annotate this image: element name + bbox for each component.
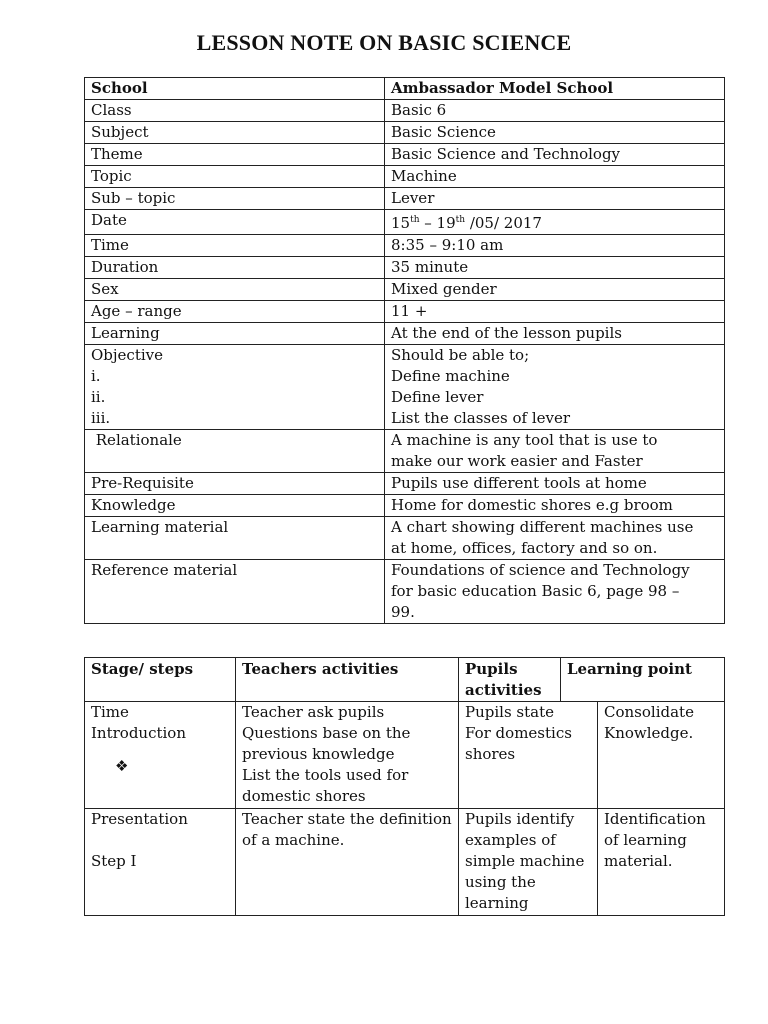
info-label: Sub – topic [85,188,385,210]
info-value: Ambassador Model School [385,78,725,100]
table-row [85,473,725,495]
table-row [85,517,725,560]
info-label: Knowledge [85,495,385,517]
header-stage: Stage/ steps [85,658,236,702]
info-label: School [85,78,385,100]
diamond-bullet-icon: ❖ [115,757,129,775]
pupils-line: using the [465,873,536,891]
table-row [85,144,725,166]
table-row [85,100,725,122]
reference-line: for basic education Basic 6, page 98 – [391,582,680,600]
pupils-line: Pupils state [465,703,554,721]
table-row [85,301,725,323]
header-learning: Learning point [561,658,725,702]
info-value [385,210,725,235]
info-value [385,560,725,624]
info-value: Basic Science [385,122,725,144]
learning-line: material. [604,852,673,870]
objective-intro: Should be able to; [391,346,530,364]
info-label: Subject [85,122,385,144]
learning-line: of learning [604,831,687,849]
teacher-line: of a machine. [242,831,345,849]
pupils-line: Pupils identify [465,810,575,828]
objective-numeral: i. [91,367,101,385]
objective-numeral: iii. [91,409,111,427]
table-header-row [85,658,725,702]
relationale-line: A machine is any tool that is use to [391,431,658,449]
info-label: Reference material [85,560,385,624]
learning-cell [598,702,725,809]
lesson-plan-table [84,657,725,916]
table-row [85,323,725,345]
objective-item: Define lever [391,388,484,406]
pupils-cell [459,809,598,916]
reference-line: 99. [391,603,415,621]
info-value: Pupils use different tools at home [385,473,725,495]
info-value: Lever [385,188,725,210]
teacher-line: Teacher ask pupils [242,703,385,721]
relationale-line: make our work easier and Faster [391,452,643,470]
header-pupils-line: Pupils [465,660,518,678]
table-row [85,809,725,916]
table-row [85,560,725,624]
info-value: 11 + [385,301,725,323]
info-value [385,430,725,473]
objective-item: Define machine [391,367,510,385]
table-row [85,210,725,235]
table-row [85,279,725,301]
stage-line: Step I [91,852,137,870]
page-title: LESSON NOTE ON BASIC SCIENCE [196,30,572,55]
stage-cell [85,702,236,809]
table-row [85,257,725,279]
pupils-line: shores [465,745,516,763]
objective-item: List the classes of lever [391,409,571,427]
info-label: Pre-Requisite [85,473,385,495]
teacher-line: Questions base on the [242,724,411,742]
info-label: Duration [85,257,385,279]
info-label: Class [85,100,385,122]
table-row [85,702,725,809]
stage-line: Time [91,703,129,721]
objective-numeral: ii. [91,388,106,406]
info-value: 35 minute [385,257,725,279]
info-label: Learning [85,323,385,345]
table-row [85,430,725,473]
teacher-line: List the tools used for [242,766,409,784]
header-teacher: Teachers activities [236,658,459,702]
pupils-line: examples of [465,831,556,849]
info-value: Basic 6 [385,100,725,122]
date-suffix: th [455,215,466,225]
info-value: Mixed gender [385,279,725,301]
info-label: Topic [85,166,385,188]
table-row [85,78,725,100]
date-day-start: 15 [391,214,411,232]
stage-cell [85,809,236,916]
info-value: At the end of the lesson pupils [385,323,725,345]
teacher-line: Teacher state the definition [242,810,452,828]
objective-values [385,345,725,430]
pupils-line: simple machine [465,852,585,870]
header-pupils [459,658,561,702]
info-value: 8:35 – 9:10 am [385,235,725,257]
teacher-line: previous knowledge [242,745,395,763]
date-suffix: th [410,215,420,225]
info-value [385,517,725,560]
table-row [85,495,725,517]
teacher-cell [236,809,459,916]
stage-line: Presentation [91,810,188,828]
info-value: Machine [385,166,725,188]
learning-line: Consolidate [604,703,694,721]
date-month-year: /05/ 2017 [465,214,542,232]
info-label: Sex [85,279,385,301]
table-row [85,188,725,210]
info-label: Relationale [85,430,385,473]
info-value: Basic Science and Technology [385,144,725,166]
pupils-line: learning [465,894,529,912]
teacher-cell [236,702,459,809]
info-label: Age – range [85,301,385,323]
reference-line: Foundations of science and Technology [391,561,690,579]
lesson-info-table [84,77,725,624]
learning-material-line: A chart showing different machines use [391,518,694,536]
info-label: Time [85,235,385,257]
table-row [85,166,725,188]
info-value: Home for domestic shores e.g broom [385,495,725,517]
info-label: Theme [85,144,385,166]
learning-material-line: at home, offices, factory and so on. [391,539,658,557]
table-row [85,235,725,257]
learning-cell [598,809,725,916]
pupils-cell [459,702,598,809]
objective-label: Objective [91,346,164,364]
info-label: Learning material [85,517,385,560]
objective-labels [85,345,385,430]
stage-line: Introduction [91,724,186,742]
date-day-end: – 19 [419,214,456,232]
teacher-line: domestic shores [242,787,366,805]
learning-line: Knowledge. [604,724,694,742]
info-label: Date [85,210,385,235]
learning-line: Identification [604,810,706,828]
table-row [85,345,725,430]
header-pupils-line: activities [465,681,542,699]
pupils-line: For domestics [465,724,572,742]
table-row [85,122,725,144]
